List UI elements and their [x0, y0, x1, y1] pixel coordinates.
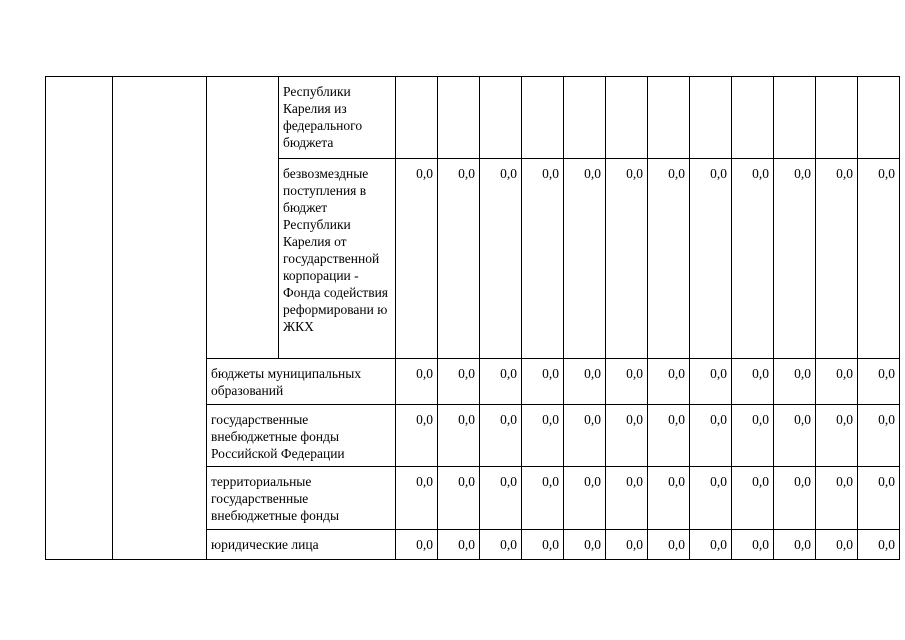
value-cell — [564, 77, 606, 159]
value-cell: 0,0 — [438, 359, 480, 405]
value-cell: 0,0 — [606, 530, 648, 560]
value-cell: 0,0 — [816, 159, 858, 359]
value-cell: 0,0 — [816, 530, 858, 560]
value-cell: 0,0 — [606, 467, 648, 530]
column-1-cell — [46, 77, 113, 560]
column-2-cell — [113, 77, 207, 560]
value-cell: 0,0 — [480, 467, 522, 530]
row-label: территориальные государственные внебюджетные фонды — [207, 467, 396, 530]
value-cell: 0,0 — [858, 467, 900, 530]
table-row — [46, 77, 900, 159]
value-cell: 0,0 — [480, 159, 522, 359]
value-cell: 0,0 — [564, 159, 606, 359]
value-cell: 0,0 — [732, 405, 774, 467]
column-3-cell — [207, 77, 279, 359]
value-cell — [480, 77, 522, 159]
value-cell: 0,0 — [606, 359, 648, 405]
value-cell: 0,0 — [606, 405, 648, 467]
value-cell: 0,0 — [396, 467, 438, 530]
value-cell: 0,0 — [564, 359, 606, 405]
value-cell: 0,0 — [690, 405, 732, 467]
value-cell: 0,0 — [774, 405, 816, 467]
value-cell: 0,0 — [690, 530, 732, 560]
value-cell: 0,0 — [858, 530, 900, 560]
value-cell — [606, 77, 648, 159]
value-cell — [690, 77, 732, 159]
value-cell: 0,0 — [564, 467, 606, 530]
value-cell: 0,0 — [774, 530, 816, 560]
value-cell: 0,0 — [732, 359, 774, 405]
value-cell: 0,0 — [522, 159, 564, 359]
funding-table — [45, 76, 900, 560]
value-cell: 0,0 — [606, 159, 648, 359]
value-cell: 0,0 — [774, 159, 816, 359]
value-cell: 0,0 — [648, 530, 690, 560]
value-cell: 0,0 — [480, 359, 522, 405]
value-cell: 0,0 — [396, 530, 438, 560]
value-cell: 0,0 — [396, 359, 438, 405]
value-cell: 0,0 — [690, 359, 732, 405]
value-cell: 0,0 — [858, 359, 900, 405]
row-label: безвозмездные поступления в бюджет Республики Карелия от государственной корпорации - Фонда содействия реформировани ю ЖКХ — [279, 159, 396, 359]
row-label: Республики Карелия из федерального бюджета — [279, 77, 396, 159]
value-cell: 0,0 — [438, 405, 480, 467]
value-cell: 0,0 — [690, 159, 732, 359]
value-cell: 0,0 — [564, 405, 606, 467]
value-cell: 0,0 — [438, 159, 480, 359]
row-label: государственные внебюджетные фонды Российской Федерации — [207, 405, 396, 467]
value-cell: 0,0 — [774, 467, 816, 530]
value-cell: 0,0 — [648, 359, 690, 405]
row-label: юридические лица — [207, 530, 396, 560]
value-cell: 0,0 — [816, 359, 858, 405]
value-cell: 0,0 — [480, 405, 522, 467]
value-cell: 0,0 — [816, 405, 858, 467]
value-cell: 0,0 — [648, 467, 690, 530]
value-cell — [732, 77, 774, 159]
value-cell: 0,0 — [522, 467, 564, 530]
value-cell: 0,0 — [396, 405, 438, 467]
value-cell: 0,0 — [438, 530, 480, 560]
value-cell: 0,0 — [522, 530, 564, 560]
value-cell: 0,0 — [522, 359, 564, 405]
value-cell: 0,0 — [732, 530, 774, 560]
value-cell: 0,0 — [732, 467, 774, 530]
value-cell — [438, 77, 480, 159]
value-cell — [816, 77, 858, 159]
value-cell: 0,0 — [564, 530, 606, 560]
value-cell: 0,0 — [522, 405, 564, 467]
value-cell: 0,0 — [438, 467, 480, 530]
row-label: бюджеты муниципальных образований — [207, 359, 396, 405]
value-cell: 0,0 — [858, 405, 900, 467]
value-cell: 0,0 — [858, 159, 900, 359]
value-cell — [396, 77, 438, 159]
value-cell — [522, 77, 564, 159]
value-cell: 0,0 — [690, 467, 732, 530]
value-cell — [858, 77, 900, 159]
value-cell — [774, 77, 816, 159]
value-cell: 0,0 — [816, 467, 858, 530]
value-cell — [648, 77, 690, 159]
value-cell: 0,0 — [648, 159, 690, 359]
value-cell: 0,0 — [396, 159, 438, 359]
value-cell: 0,0 — [648, 405, 690, 467]
value-cell: 0,0 — [480, 530, 522, 560]
value-cell: 0,0 — [732, 159, 774, 359]
value-cell: 0,0 — [774, 359, 816, 405]
